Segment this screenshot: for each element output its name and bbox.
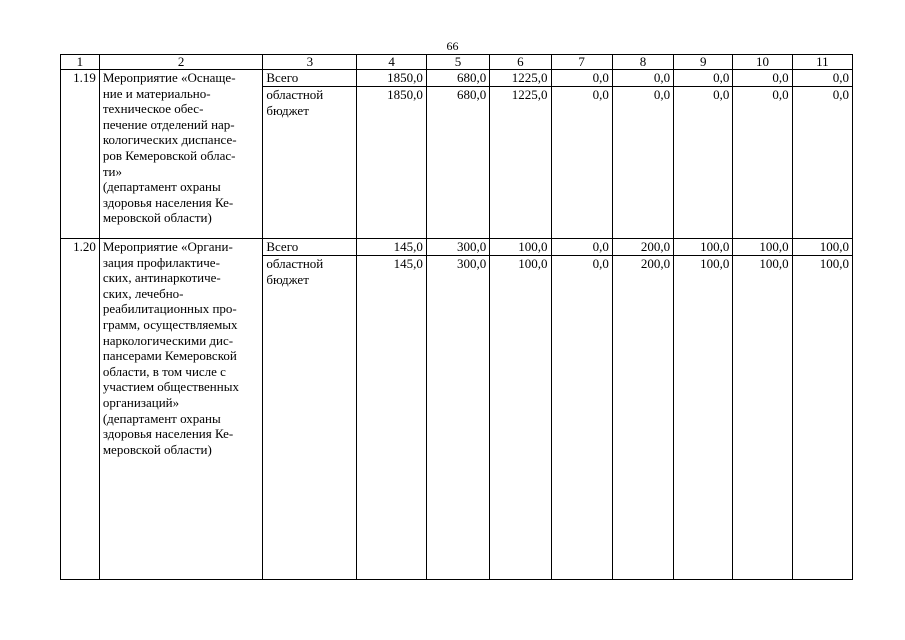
value-cell: 0,0 — [551, 87, 612, 239]
value-cell: 0,0 — [612, 87, 673, 239]
value-cell: 100,0 — [792, 239, 852, 256]
value-cell: 0,0 — [733, 70, 792, 87]
funding-source: областной бюджет — [263, 256, 357, 580]
value-cell: 0,0 — [792, 70, 852, 87]
value-cell: 100,0 — [674, 256, 733, 580]
value-cell: 300,0 — [426, 239, 489, 256]
value-cell: 680,0 — [426, 70, 489, 87]
value-cell: 1225,0 — [490, 70, 551, 87]
funding-source: Всего — [263, 70, 357, 87]
column-header: 3 — [263, 55, 357, 70]
value-cell: 680,0 — [426, 87, 489, 239]
measure-description: Мероприятие «Оснаще- ние и материально- техническое обес- печение отделений нар- кологических диспансе- ров Кемеровской облас- ти» (департамент охраны здоровья населения Ке- меровской области) — [99, 70, 263, 239]
table-row — [61, 70, 853, 87]
measure-code: 1.20 — [61, 239, 100, 580]
column-header: 5 — [426, 55, 489, 70]
value-cell: 100,0 — [490, 256, 551, 580]
column-header: 2 — [99, 55, 263, 70]
page-number: 66 — [446, 39, 459, 53]
value-cell: 100,0 — [733, 256, 792, 580]
column-header: 6 — [490, 55, 551, 70]
value-cell: 0,0 — [674, 87, 733, 239]
column-header: 9 — [674, 55, 733, 70]
value-cell: 0,0 — [733, 87, 792, 239]
value-cell: 145,0 — [357, 239, 426, 256]
value-cell: 145,0 — [357, 256, 426, 580]
value-cell: 1850,0 — [357, 70, 426, 87]
funding-source: Всего — [263, 239, 357, 256]
table-row — [61, 239, 853, 256]
value-cell: 100,0 — [792, 256, 852, 580]
measure-code: 1.19 — [61, 70, 100, 239]
value-cell: 0,0 — [551, 256, 612, 580]
measure-description: Мероприятие «Органи- зация профилактиче- ских, антинаркотиче- ских, лечебно- реабилитационных про- грамм, осуществляемых наркологическими дис- пансерами Кемеровской области, в том числе с участием общественных организаций» (департамент охраны здоровья населения Ке- меровской области) — [99, 239, 263, 580]
column-header: 1 — [61, 55, 100, 70]
column-number-row — [61, 55, 853, 70]
value-cell: 100,0 — [674, 239, 733, 256]
funding-source: областной бюджет — [263, 87, 357, 239]
column-header: 7 — [551, 55, 612, 70]
value-cell: 1850,0 — [357, 87, 426, 239]
column-header: 11 — [792, 55, 852, 70]
value-cell: 100,0 — [733, 239, 792, 256]
value-cell: 300,0 — [426, 256, 489, 580]
value-cell: 100,0 — [490, 239, 551, 256]
value-cell: 0,0 — [551, 70, 612, 87]
value-cell: 200,0 — [612, 256, 673, 580]
value-cell: 0,0 — [612, 70, 673, 87]
value-cell: 0,0 — [792, 87, 852, 239]
column-header: 10 — [733, 55, 792, 70]
value-cell: 200,0 — [612, 239, 673, 256]
value-cell: 1225,0 — [490, 87, 551, 239]
budget-table — [60, 54, 853, 580]
column-header: 8 — [612, 55, 673, 70]
value-cell: 0,0 — [674, 70, 733, 87]
value-cell: 0,0 — [551, 239, 612, 256]
column-header: 4 — [357, 55, 426, 70]
